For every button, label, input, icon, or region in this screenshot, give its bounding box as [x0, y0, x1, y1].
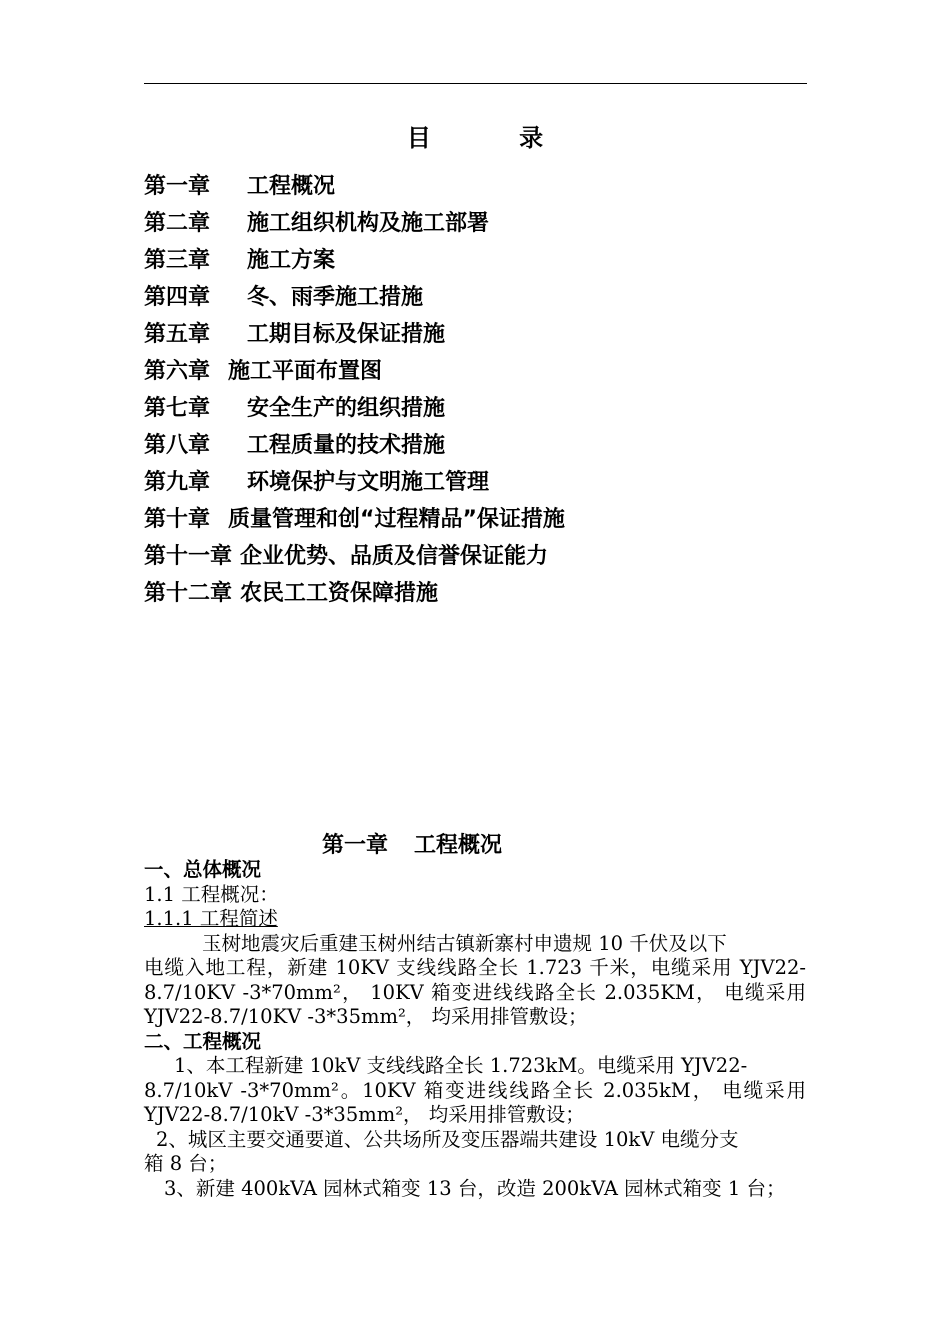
chapter-body — [144, 858, 806, 1201]
toc-item — [144, 538, 824, 575]
toc-item-number: 第三章 — [144, 248, 211, 273]
toc-item-title: 工期目标及保证措施 — [247, 322, 446, 347]
chapter-name: 工程概况 — [414, 833, 503, 858]
toc-item-number: 第九章 — [144, 470, 211, 495]
toc-item-title: 施工组织机构及施工部署 — [247, 211, 490, 236]
toc-item — [144, 168, 824, 205]
para2-line2: 8.7/10kV -3*70mm²。10KV 箱变进线线路全长 2.035kM， 电缆采用 — [144, 1078, 806, 1102]
chapter-number: 第一章 — [322, 833, 389, 858]
toc-item-title: 安全生产的组织措施 — [247, 396, 446, 421]
toc-item-title: 施工平面布置图 — [228, 359, 383, 384]
toc-item-number: 第十章 — [144, 507, 211, 532]
toc-item-number: 第二章 — [144, 211, 211, 236]
section-heading-1: 一、总体概况 — [144, 858, 262, 881]
toc-item-title: 施工方案 — [247, 248, 336, 273]
toc-list — [144, 168, 824, 612]
toc-item-title: 工程概况 — [247, 174, 336, 199]
toc-item-number: 第五章 — [144, 322, 211, 347]
para2-line3: YJV22-8.7/10kV -3*35mm²， 均采用排管敷设； — [144, 1103, 585, 1126]
para3-line1: 2、城区主要交通要道、公共场所及变压器端共建设 10kV 电缆分支 — [156, 1127, 739, 1151]
toc-item — [144, 353, 824, 390]
toc-item-title: 环境保护与文明施工管理 — [247, 470, 490, 495]
toc-item-number: 第六章 — [144, 359, 211, 384]
subsection-1-1: 1.1 工程概况： — [144, 882, 279, 906]
para4-line1: 3、新建 400kVA 园林式箱变 13 台，改造 200kVA 园林式箱变 1 台； — [164, 1176, 786, 1200]
toc-item — [144, 427, 824, 464]
toc-item-number: 第七章 — [144, 396, 211, 421]
toc-item — [144, 242, 824, 279]
toc-item-number: 第四章 — [144, 285, 211, 310]
toc-item — [144, 205, 824, 242]
para1-line2: 电缆入地工程，新建 10KV 支线线路全长 1.723 千米，电缆采用 YJV22- — [144, 956, 806, 979]
toc-item — [144, 501, 824, 538]
para1-line3: 8.7/10KV -3*70mm²， 10KV 箱变进线线路全长 2.035KM， 电缆采用 — [144, 980, 806, 1004]
toc-item — [144, 279, 824, 316]
chapter-heading — [322, 828, 502, 859]
para1-line1: 玉树地震灾后重建玉树州结古镇新寨村申遗规 10 千伏及以下 — [202, 931, 727, 955]
toc-item-title: 工程质量的技术措施 — [247, 433, 446, 458]
toc-item — [144, 464, 824, 501]
toc-item — [144, 575, 824, 612]
para2-line1: 1、本工程新建 10kV 支线线路全长 1.723kM。电缆采用 YJV22- — [174, 1054, 748, 1077]
toc-item-number: 第十一章 — [144, 544, 233, 569]
toc-item-title: 企业优势、品质及信誉保证能力 — [240, 544, 549, 569]
toc-item-number: 第八章 — [144, 433, 211, 458]
toc-item-title: 农民工工资保障措施 — [240, 581, 439, 606]
para1-line4: YJV22-8.7/10KV -3*35mm²， 均采用排管敷设； — [144, 1005, 588, 1028]
toc-item — [144, 316, 824, 353]
toc-item-title: 冬、雨季施工措施 — [247, 285, 424, 310]
toc-item-title: 质量管理和创“过程精品”保证措施 — [228, 507, 565, 532]
section-heading-2: 二、工程概况 — [144, 1029, 262, 1053]
toc-item — [144, 390, 824, 427]
toc-title: 目 录 — [406, 124, 584, 152]
subsection-1-1-1: 1.1.1 工程简述 — [144, 907, 278, 930]
toc-item-number: 第十二章 — [144, 581, 233, 606]
header-rule — [144, 83, 807, 84]
para3-line2: 箱 8 台； — [144, 1152, 228, 1175]
toc-item-number: 第一章 — [144, 174, 211, 199]
